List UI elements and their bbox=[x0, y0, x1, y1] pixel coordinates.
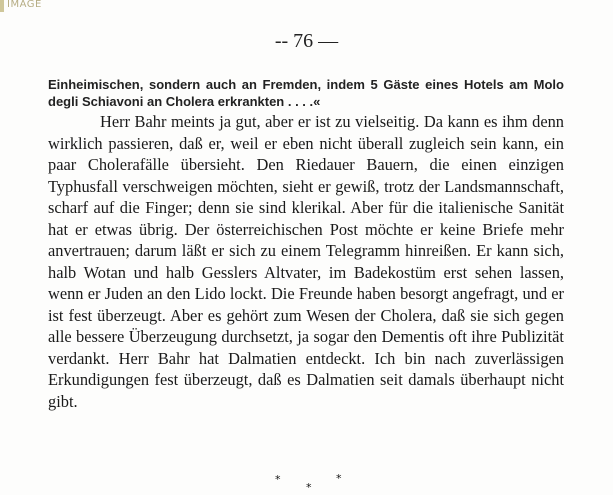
main-paragraph: Herr Bahr meints ja gut, aber er ist zu vielseitig. Da kann es ihm denn wirklich passieren, daß er, weil er eben nicht überall zugleich sein kann, ein paar Cholerafälle übersieht. Den Riedauer Bauern, die einen einzigen Typhusfall verschweigen möchten, sieht er gewiß, trotz der Landsmannschaft, scharf auf die Finger; denn sie sind klerikal. Aber für die italienische Sanität hat er etwas übrig. Der österreichischen Post möchte er keine Briefe mehr anvertrauen; darum läßt er sich zu einem Telegramm hinreißen. Er kann sich, halb Wotan und halb Gesslers Altvater, im Badekostüm erst sehen lassen, wenn er Juden an den Lido lockt. Die Freunde haben besorgt angefragt, und er ist fest überzeugt. Aber es gehört zum Wesen der Cholera, daß sie sich gegen alle bessere Überzeugung durchsetzt, ja sogar den Dementis oft ihre Publizität verdankt. Herr Bahr hat Dalmatien entdeckt. Ich bin nach zuverlässigen Erkundigungen fest überzeugt, daß es Dalmatien seit damals überhaupt nicht gibt. bbox=[48, 112, 564, 411]
ornament-star-left: * bbox=[275, 473, 281, 486]
ornament-star-middle: * bbox=[306, 481, 312, 494]
lead-paragraph: Einheimischen, sondern auch an Fremden, indem 5 Gäste eines Hotels am Molo degli Schiavoni an Cholera erkrankten . . . .« bbox=[48, 77, 564, 109]
asterism-ornament bbox=[0, 470, 613, 492]
ornament-star-right: * bbox=[336, 472, 342, 485]
text-block bbox=[48, 76, 564, 412]
page-number: -- 76 — bbox=[274, 30, 339, 52]
image-corner-label: IMAGE bbox=[0, 0, 46, 12]
